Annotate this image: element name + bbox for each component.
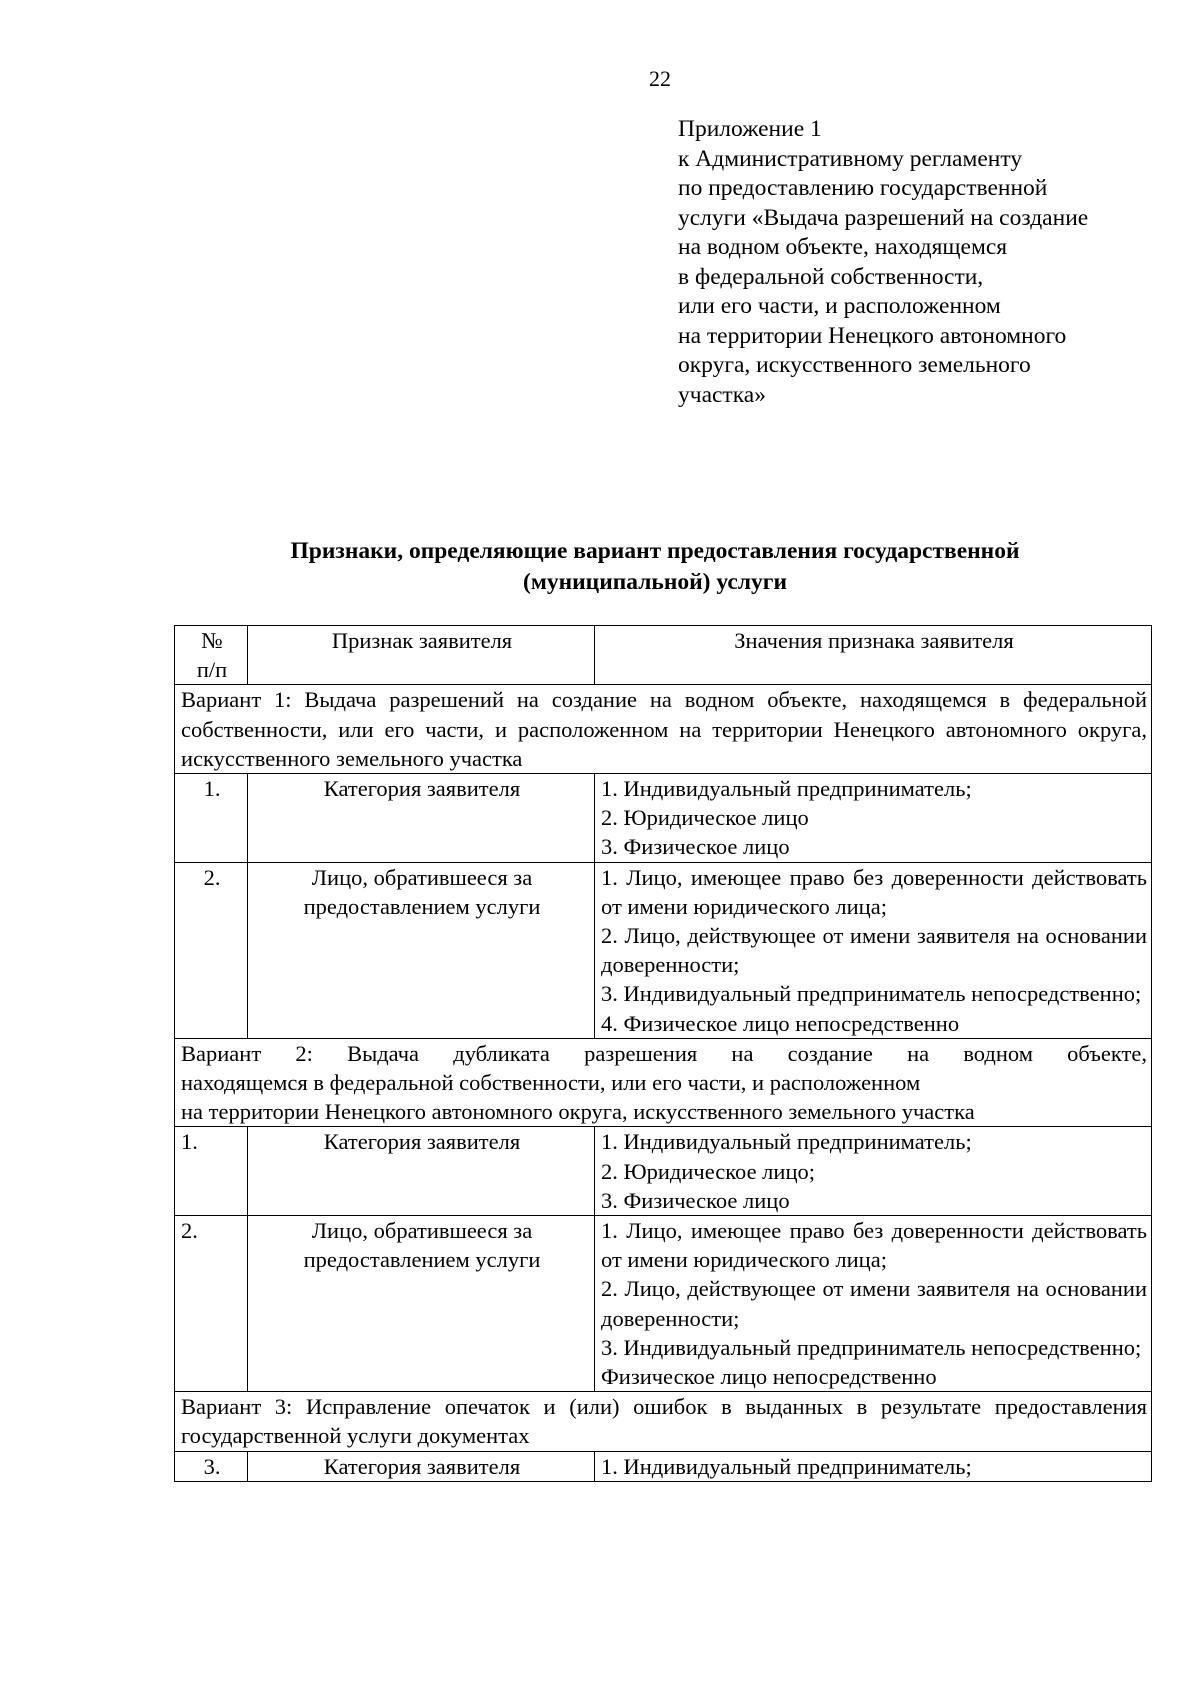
variant-2-title	[175, 1038, 1152, 1127]
row-values	[595, 1127, 1152, 1216]
appendix-line: по предоставлению государственной	[678, 175, 1048, 201]
row-attribute: Лицо, обратившееся за предоставлением услуги	[248, 1216, 595, 1392]
row-values	[595, 862, 1152, 1038]
value-item: 1. Лицо, имеющее право без доверенности действовать от имени юридического лица;	[601, 864, 1147, 919]
appendix-line: на территории Ненецкого автономного	[678, 322, 1067, 349]
row-attribute: Категория заявителя	[248, 774, 595, 863]
value-item: 1. Индивидуальный предприниматель;	[601, 1453, 972, 1479]
value-item: 3. Индивидуальный предприниматель непосредственно;	[601, 1334, 1142, 1360]
appendix-line: округа, искусственного земельного	[678, 352, 1031, 378]
table-row	[175, 1127, 1152, 1216]
title-line-1: Признаки, определяющие вариант предоставления государственной	[290, 538, 1020, 564]
value-item: 2. Лицо, действующее от имени заявителя на основании доверенности;	[601, 1276, 1147, 1331]
title-line-2: (муниципальной) услуги	[523, 569, 787, 595]
header-num-cell	[175, 626, 248, 685]
table-row	[175, 1216, 1152, 1392]
appendix-line: или его части, и расположенном	[678, 293, 1001, 319]
row-attribute: Категория заявителя	[248, 1451, 595, 1481]
table-header-row	[175, 626, 1152, 685]
header-num-abbr: п/п	[196, 657, 228, 683]
row-number: 1.	[175, 1127, 248, 1216]
appendix-line: к Административному регламенту	[678, 145, 1023, 172]
appendix-line: в федеральной собственности,	[678, 263, 984, 290]
row-attribute: Категория заявителя	[248, 1127, 595, 1216]
table-row	[175, 1451, 1152, 1481]
value-item: 1. Индивидуальный предприниматель;	[601, 776, 972, 802]
appendix-line: участка»	[678, 381, 766, 408]
row-values	[595, 774, 1152, 863]
appendix-block	[678, 115, 1178, 410]
variant-row	[175, 685, 1152, 774]
value-item: 2. Юридическое лицо	[601, 805, 809, 831]
criteria-table	[174, 625, 1152, 1482]
row-number: 1.	[175, 774, 248, 863]
value-item: Физическое лицо непосредственно	[601, 1364, 937, 1390]
table-row	[175, 862, 1152, 1038]
document-title	[175, 536, 1135, 598]
row-number: 2.	[175, 862, 248, 1038]
value-item: 1. Лицо, имеющее право без доверенности действовать от имени юридического лица;	[601, 1218, 1147, 1273]
appendix-line: на водном объекте, находящемся	[678, 234, 1008, 260]
appendix-line: услуги «Выдача разрешений на создание	[678, 204, 1089, 231]
header-attr-cell: Признак заявителя	[248, 626, 595, 685]
variant-2-title-line: на территории Ненецкого автономного округа, искусственного земельного участка	[181, 1099, 975, 1125]
value-item: 3. Индивидуальный предприниматель непосредственно;	[601, 981, 1142, 1007]
value-item: 1. Индивидуальный предприниматель;	[601, 1129, 972, 1155]
row-values	[595, 1216, 1152, 1392]
variant-2-title-line: Вариант 2: Выдача дубликата разрешения на создание на водном объекте,	[181, 1040, 1147, 1066]
value-item: 2. Лицо, действующее от имени заявителя на основании доверенности;	[601, 923, 1147, 978]
variant-1-title: Вариант 1: Выдача разрешений на создание на водном объекте, находящемся в федеральной собственности, или его части, и расположенном на территории Ненецкого автономного округа, искусственного земельного участка	[175, 685, 1152, 774]
appendix-line: Приложение 1	[678, 116, 822, 142]
value-item: 4. Физическое лицо непосредственно	[601, 1010, 960, 1036]
variant-row	[175, 1038, 1152, 1127]
header-values-cell: Значения признака заявителя	[595, 626, 1152, 685]
variant-3-title: Вариант 3: Исправление опечаток и (или) ошибок в выданных в результате предоставления государственной услуги документах	[175, 1392, 1152, 1451]
value-item: 3. Физическое лицо	[601, 834, 790, 860]
value-item: 2. Юридическое лицо;	[601, 1158, 815, 1184]
row-number: 3.	[175, 1451, 248, 1481]
page-number: 22	[649, 66, 671, 91]
variant-2-title-line: находящемся в федеральной собственности, или его части, и расположенном	[181, 1070, 921, 1096]
variant-row	[175, 1392, 1152, 1451]
row-values	[595, 1451, 1152, 1481]
row-attribute: Лицо, обратившееся за предоставлением услуги	[248, 862, 595, 1038]
value-item: 3. Физическое лицо	[601, 1187, 790, 1213]
header-num-symbol: №	[201, 628, 223, 653]
table-row	[175, 774, 1152, 863]
row-number: 2.	[175, 1216, 248, 1392]
